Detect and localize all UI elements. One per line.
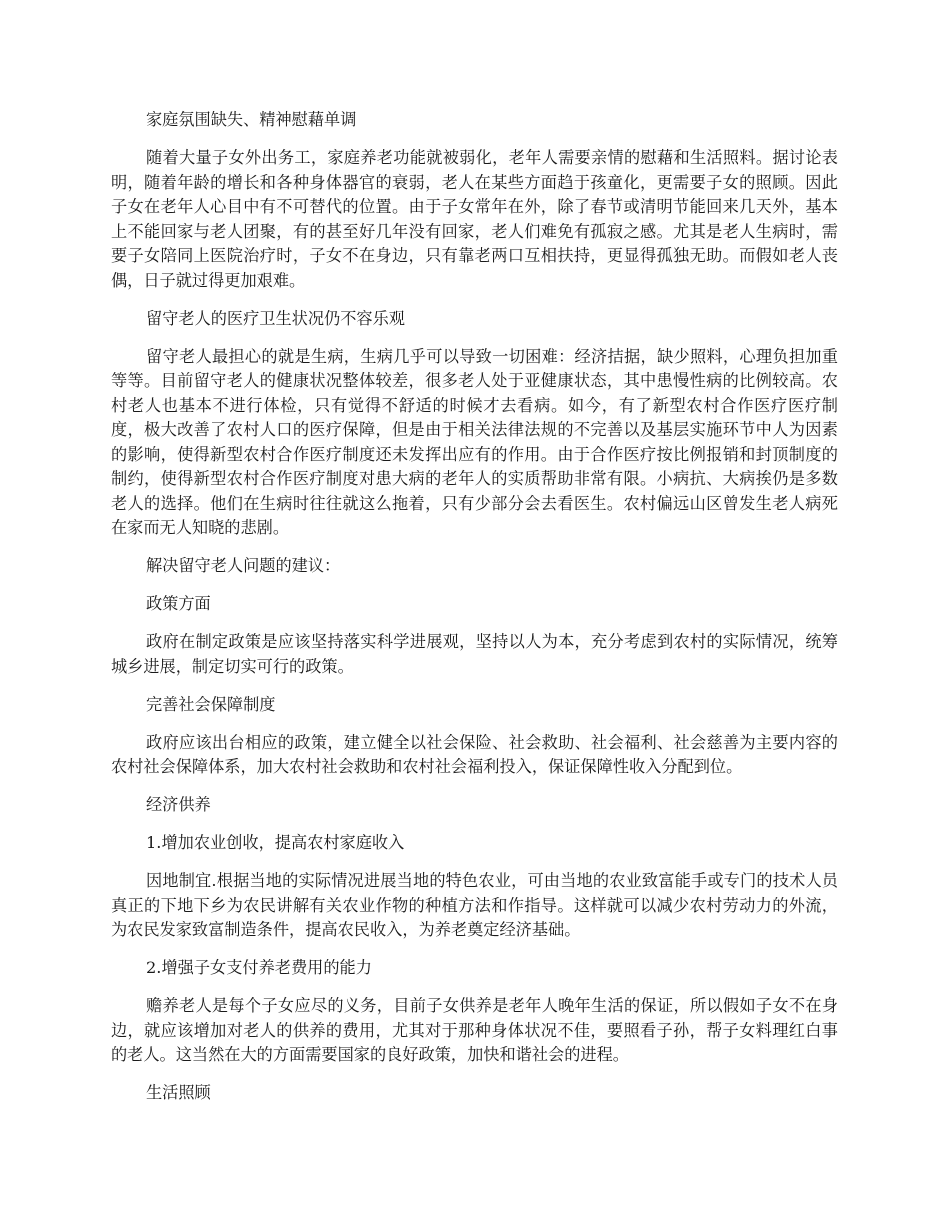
paragraph-increase-income: 因地制宜.根据当地的实际情况进展当地的特色农业，可由当地的农业致富能手或专门的技术人员真正的下地下乡为农民讲解有关农业作物的种植方法和作指导。这样就可以减少农村劳动力的外流，为农民发家致富制造条件，提高农民收入，为养老奠定经济基础。	[111, 871, 838, 939]
section-heading-suggestions: 解决留守老人问题的建议：	[146, 556, 341, 575]
section-heading-medical-status: 留守老人的医疗卫生状况仍不容乐观	[146, 308, 405, 328]
paragraph-children-support: 赡养老人是每个子女应尽的义务，目前子女供养是老年人晚年生活的保证，所以假如子女不在身边，就应该增加对老人的供养的费用，尤其对于那种身体状况不佳，要照看子孙，帮子女料理红白事的老人。这当然在大的方面需要国家的良好政策，加快和谐社会的进程。	[111, 996, 838, 1064]
paragraph-social-security: 政府应该出台相应的政策，建立健全以社会保险、社会救助、社会福利、社会慈善为主要内容的农村社会保障体系，加大农村社会救助和农村社会福利投入，保证保障性收入分配到位。	[111, 732, 838, 776]
section-heading-social-security: 完善社会保障制度	[146, 694, 276, 714]
paragraph-family-atmosphere: 随着大量子女外出务工，家庭养老功能就被弱化，老年人需要亲情的慰藉和生活照料。据讨论表明，随着年龄的增长和各种身体器官的衰弱，老人在某些方面趋于孩童化，更需要子女的照顾。因此子女在老年人心目中有不可替代的位置。由于子女常年在外，除了春节或清明节能回来几天外，基本上不能回家与老人团聚，有的甚至好几年没有回家，老人们难免有孤寂之感。尤其是老人生病时，需要子女陪同上医院治疗时，子女不在身边，只有靠老两口互相扶持，更显得孤独无助。而假如老人丧偶，日子就过得更加艰难。	[111, 148, 838, 290]
section-heading-family-atmosphere: 家庭氛围缺失、精神慰藉单调	[146, 110, 357, 129]
subheading-children-support: 2.增强子女支付养老费用的能力	[146, 958, 372, 977]
section-heading-policy: 政策方面	[146, 594, 211, 613]
section-heading-economic-support: 经济供养	[146, 795, 211, 814]
paragraph-medical-status: 留守老人最担心的就是生病，生病几乎可以导致一切困难：经济拮据，缺少照料，心理负担加重等等。目前留守老人的健康状况整体较差，很多老人处于亚健康状态，其中患慢性病的比例较高。农村老人也基本不进行体检，只有觉得不舒适的时候才去看病。如今，有了新型农村合作医疗医疗制度，极大改善了农村人口的医疗保障，但是由于相关法律法规的不完善以及基层实施环节中人为因素的影响，使得新型农村合作医疗制度还未发挥出应有的作用。由于合作医疗按比例报销和封顶制度的制约，使得新型农村合作医疗制度对患大病的老年人的实质帮助非常有限。小病抗、大病挨仍是多数老人的选择。他们在生病时往往就这么拖着，只有少部分会去看医生。农村偏远山区曾发生老人病死在家而无人知晓的悲剧。	[111, 346, 838, 537]
section-heading-daily-care: 生活照顾	[146, 1083, 211, 1102]
subheading-increase-income: 1.增加农业创收，提高农村家庭收入	[146, 833, 405, 852]
paragraph-policy: 政府在制定政策是应该坚持落实科学进展观，坚持以人为本，充分考虑到农村的实际情况，统筹城乡进展，制定切实可行的政策。	[111, 632, 838, 676]
